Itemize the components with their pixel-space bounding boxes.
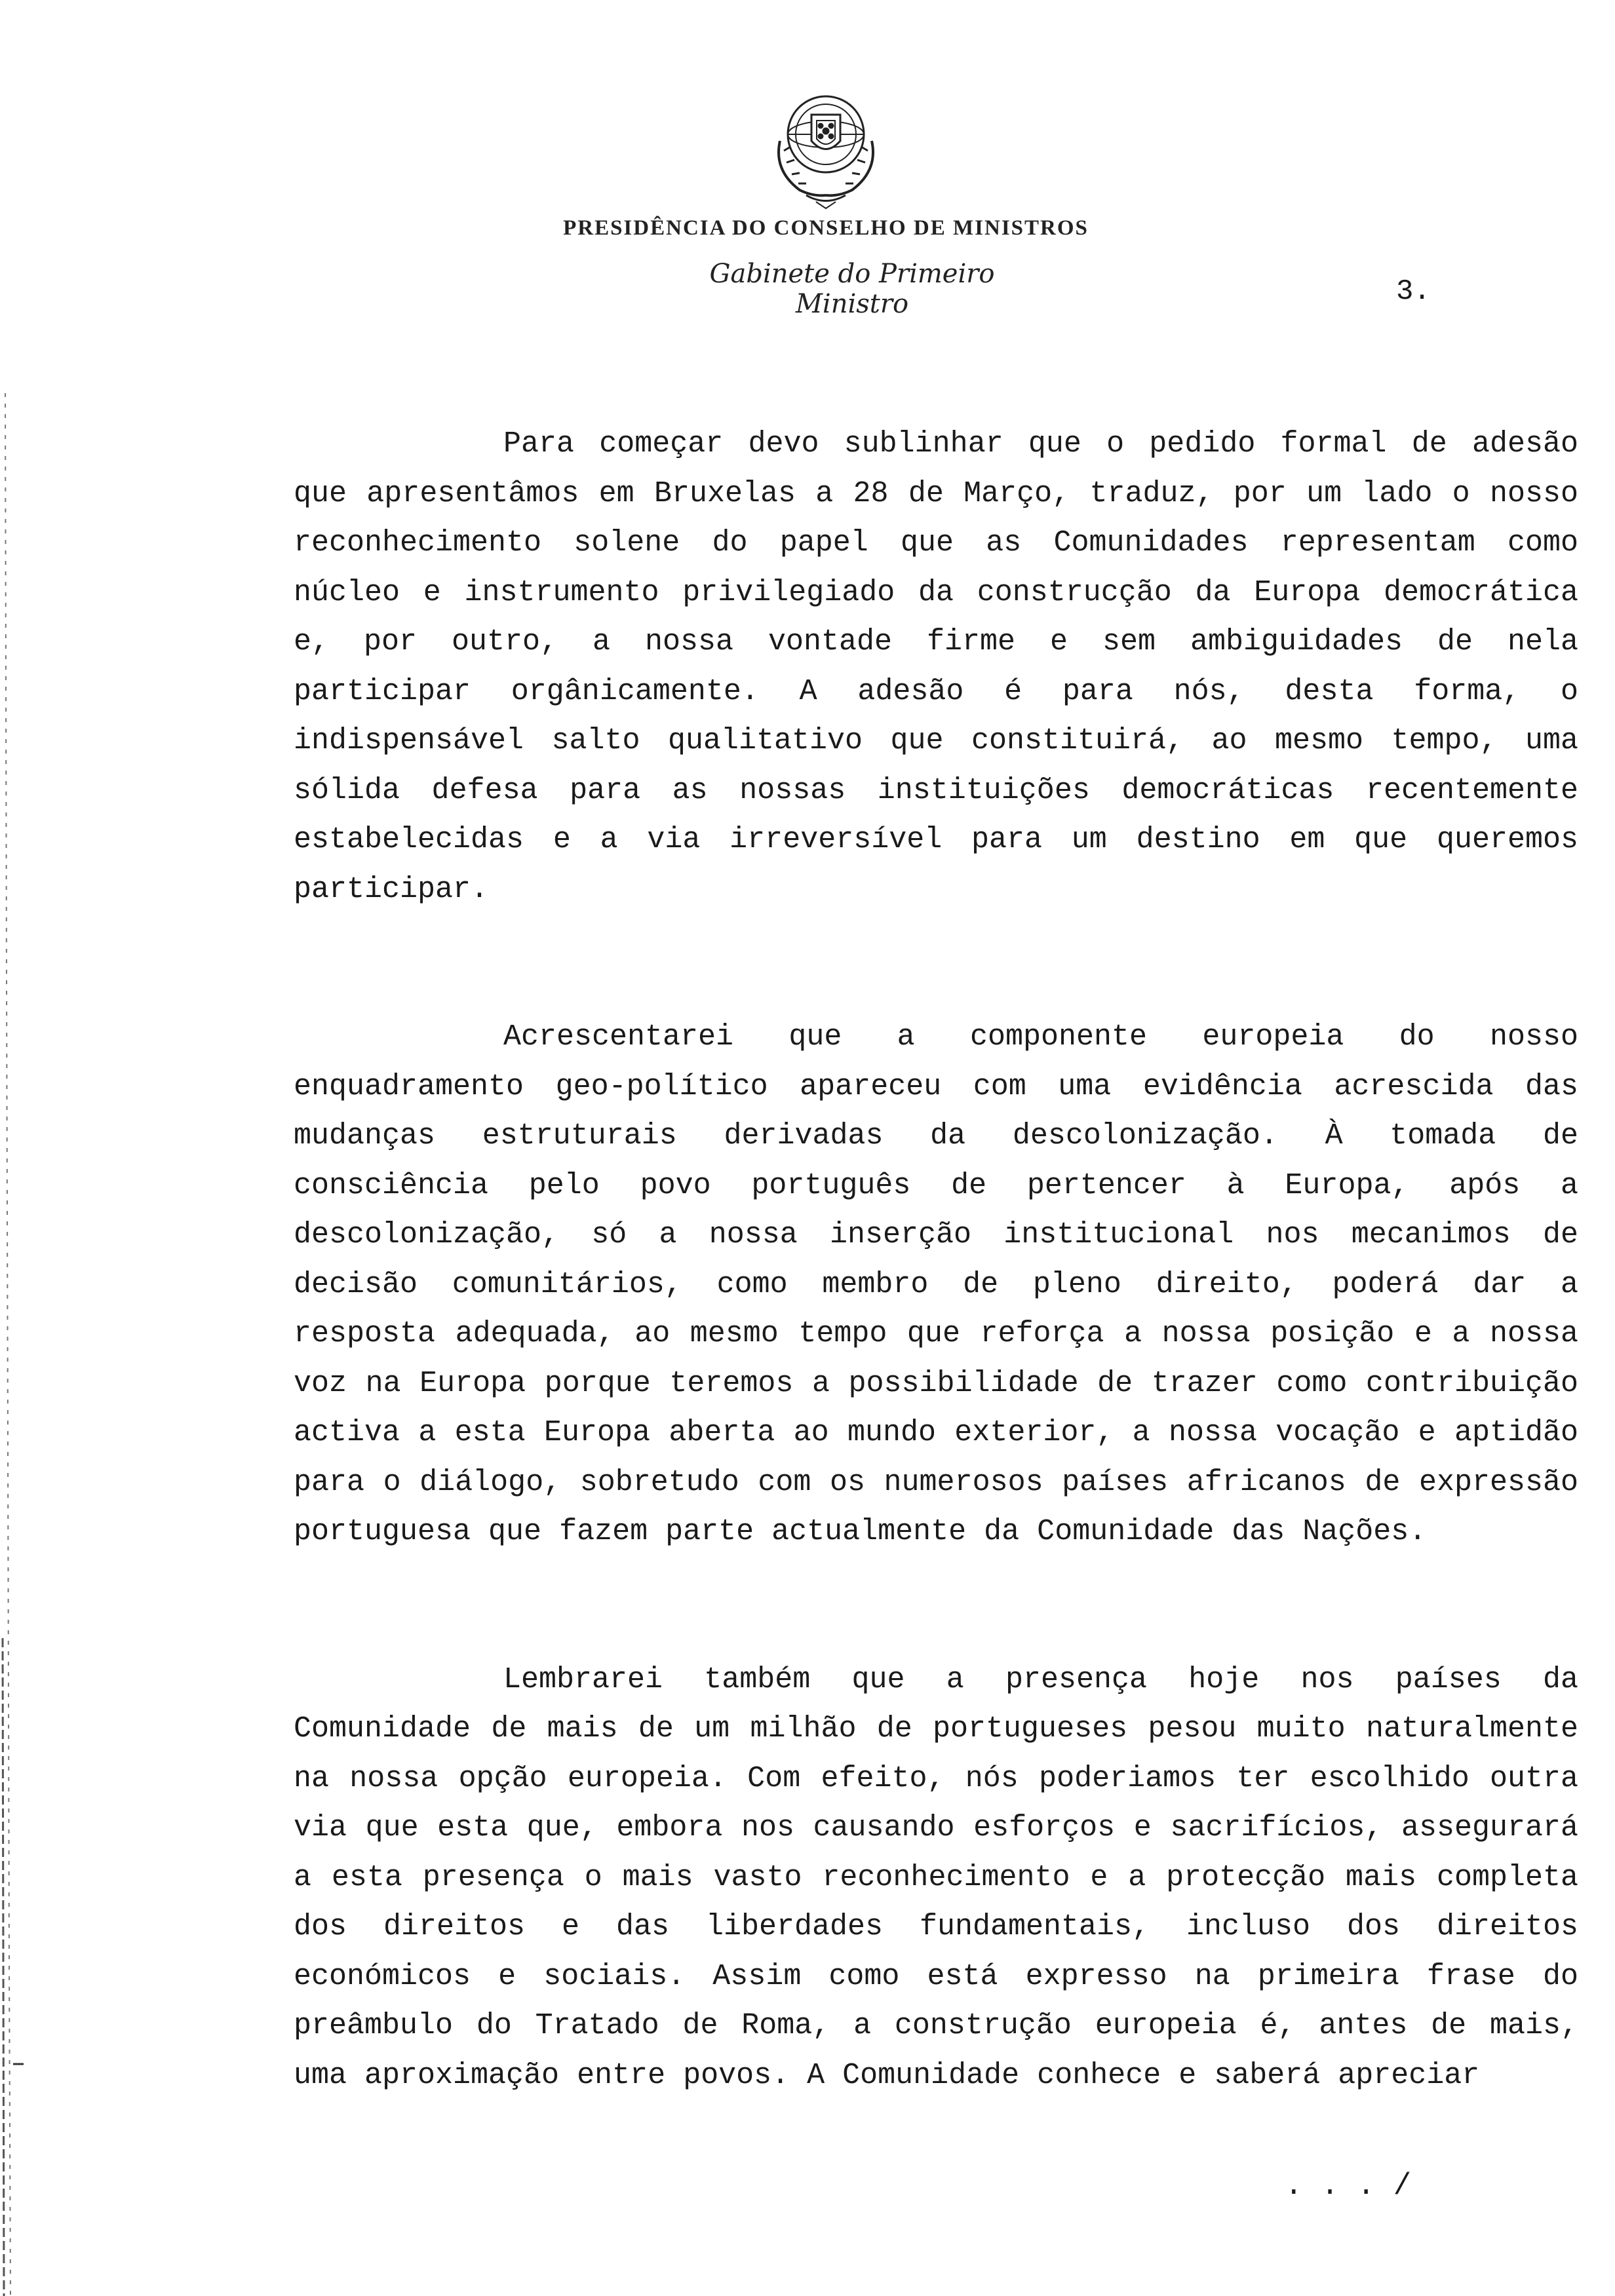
paragraph-text: Para começar devo sublinhar que o pedido formal de adesão que apresentâmos em Bruxelas a 28 de Março, traduz, por um lado o nosso reconhecimento solene do papel que as Comunidades representam como núcleo e instrumento privilegiado da construcção da Europa democrática e, por outro, a nossa vontade firme e sem ambiguidades de nela participar orgânicamente. A adesão é para nós, desta forma, o indispensável salto qualitativo que constituirá, ao mesmo tempo, uma sólida defesa para as nossas instituições democráticas recentemente estabelecidas e a via irreversível para um destino em que queremos participar. (294, 427, 1578, 906)
coat-of-arms-icon (760, 79, 891, 210)
paragraph-text: Lembrarei também que a presença hoje nos países da Comunidade de mais de um milhão de portugueses pesou muito naturalmente na nossa opção europeia. Com efeito, nós poderiamos ter escolhido outra via que esta que, embora nos causando esforços e sacrifícios, assegurará a esta presença o mais vasto reconhecimento e a protecção mais completa dos direitos e das liberdades fundamentais, incluso dos direitos económicos e sociais. Assim como está expresso na primeira frase do preâmbulo do Tratado de Roma, a construção europeia é, antes de mais, uma aproximação entre povos. A Comunidade conhece e saberá apreciar (294, 1662, 1578, 2092)
paragraph (294, 419, 1578, 914)
binding-marks (0, 0, 52, 2296)
page-number: 3. (1396, 275, 1431, 308)
organization-heading: PRESIDÊNCIA DO CONSELHO DE MINISTROS (563, 216, 1089, 240)
paragraph (294, 1655, 1578, 2101)
continuation-mark: . . . / (1285, 2169, 1412, 2203)
letter-body (294, 419, 1578, 2100)
office-subheading: Gabinete do Primeiro Ministro (709, 259, 995, 319)
paragraph-text: Acrescentarei que a componente europeia do nosso enquadramento geo-político apareceu com uma evidência acrescida das mudanças estruturais derivadas da descolonização. À tomada de consciência pelo povo português de pertencer à Europa, após a descolonização, só a nossa inserção institucional nos mecanimos de decisão comunitários, como membro de pleno direito, poderá dar a resposta adequada, ao mesmo tempo que reforça a nossa posição e a nossa voz na Europa porque teremos a possibilidade de trazer como contribuição activa a esta Europa aberta ao mundo exterior, a nossa vocação e aptidão para o diálogo, sobretudo com os numerosos países africanos de expressão portuguesa que fazem parte actualmente da Comunidade das Nações. (294, 1020, 1578, 1548)
paragraph (294, 1012, 1578, 1557)
